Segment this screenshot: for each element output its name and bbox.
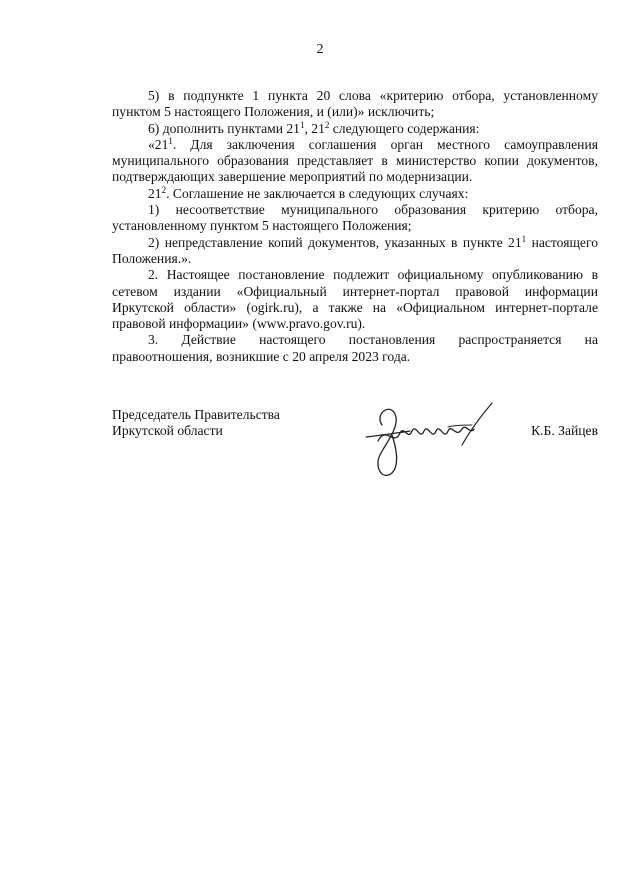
signature-block (112, 407, 598, 487)
paragraph-6: 6) дополнить пунктами $21^1$, $21^2$ следующего содержания: (148, 119, 480, 136)
handwritten-signature (352, 395, 502, 485)
signer-title (112, 407, 280, 439)
paragraph-effect: 3. Действие настоящего постановления распространяется на правоотношения, возникшие с 20 апреля 2023 года. (112, 332, 598, 364)
list-item-1: 1) несоответствие муниципального образования критерию отбора, установленному пунктом 5 настоящего Положения; (112, 202, 598, 234)
paragraph-publication: 2. Настоящее постановление подлежит официальному опубликованию в сетевом издании «Официальный интернет-портал правовой информации Иркутской области» (ogirk.ru), а также на «Официальном интернет-портале правовой информации» (www.pravo.gov.ru). (112, 267, 598, 332)
paragraph-21-2: $21^2$. Соглашение не заключается в следующих случаях: (148, 184, 469, 201)
page-number: 2 (316, 42, 324, 57)
signer-name: К.Б. Зайцев (531, 423, 598, 438)
paragraph-21-1: «$21^1$. Для заключения соглашения орган местного самоуправления муниципального образования представляет в министерство копии документов, подтверждающих завершение мероприятий по модернизации. (112, 135, 598, 185)
signer-title-line2: Иркутской области (112, 423, 223, 438)
list-item-2: 2) непредставление копий документов, указанных в пункте $21^1$ настоящего Положения.». (112, 233, 599, 266)
signer-title-line1: Председатель Правительства (112, 407, 280, 422)
document-body (112, 88, 598, 365)
paragraph-5: 5) в подпункте 1 пункта 20 слова «критерию отбора, установленному пунктом 5 настоящего Положения, и (или)» исключить; (112, 88, 598, 120)
